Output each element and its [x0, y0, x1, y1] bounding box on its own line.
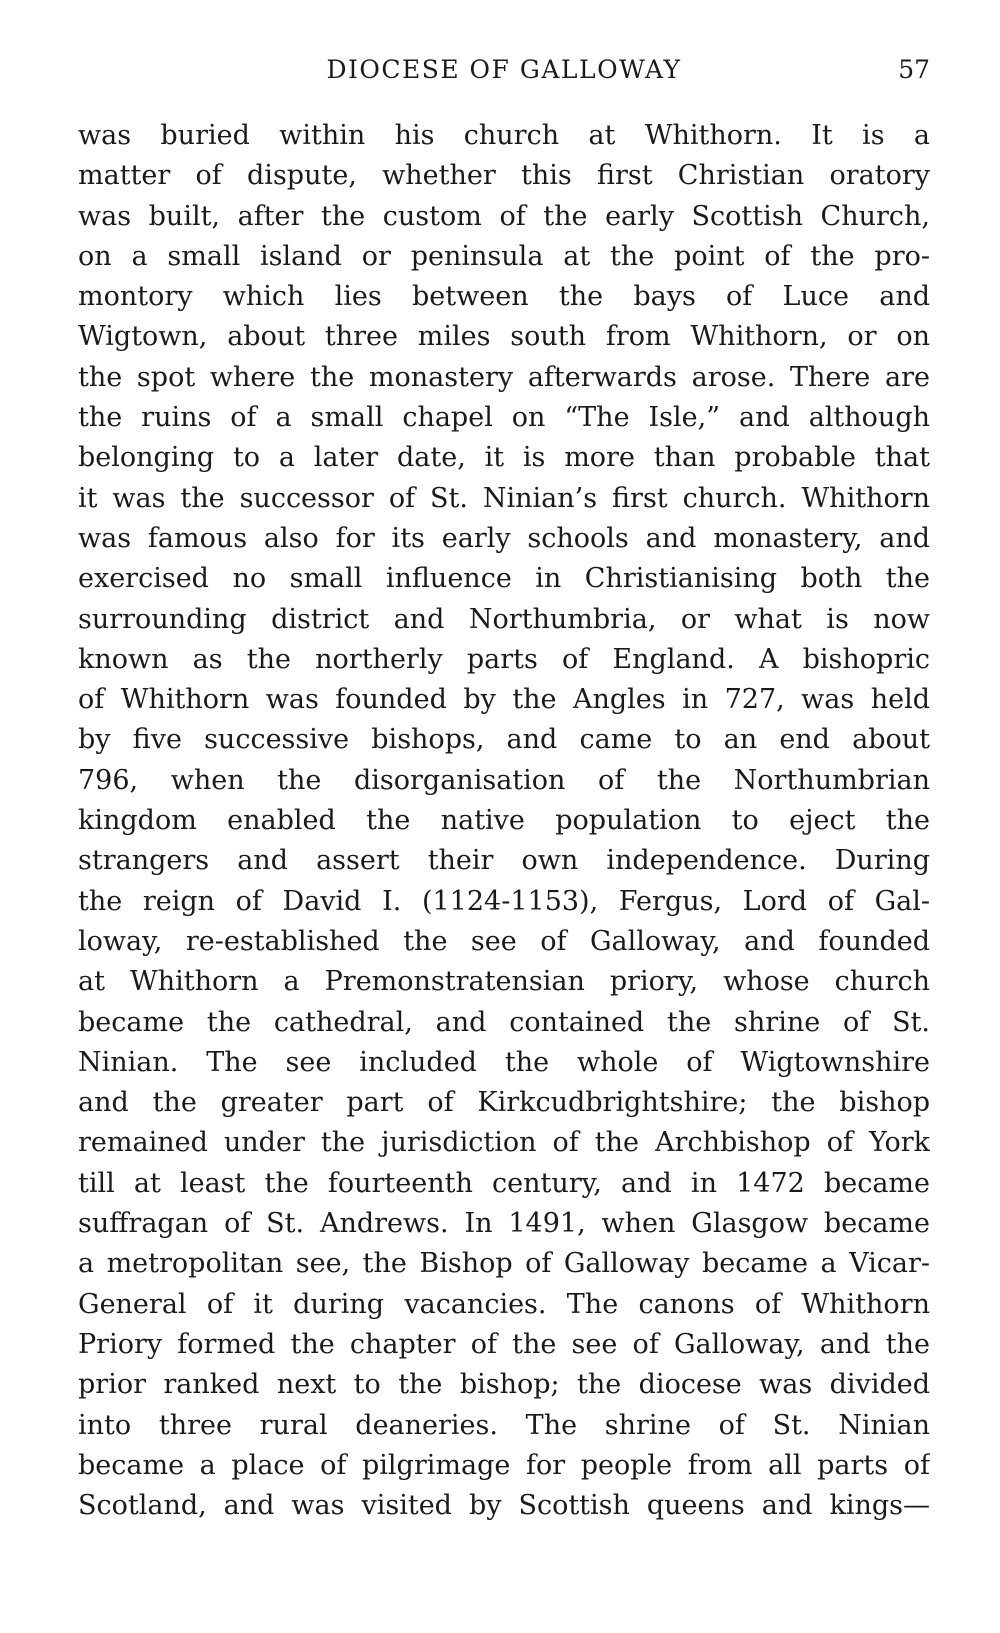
- text-line: prior ranked next to the bishop; the diocese was divided: [78, 1369, 930, 1401]
- text-line: was built, after the custom of the early Scottish Church,: [78, 200, 930, 232]
- text-line: exercised no small influence in Christianising both the: [78, 563, 930, 595]
- text-line: known as the northerly parts of England. A bishopric: [78, 643, 930, 675]
- text-line: the ruins of a small chapel on “The Isle,” and although: [78, 402, 930, 434]
- text-line: became a place of pilgrimage for people from all parts of: [78, 1449, 930, 1481]
- text-line: a metropolitan see, the Bishop of Galloway became a Vicar-: [78, 1248, 930, 1280]
- text-line: kingdom enabled the native population to eject the: [78, 805, 930, 837]
- text-line: on a small island or peninsula at the point of the pro-: [78, 240, 930, 272]
- text-line: montory which lies between the bays of Luce and: [78, 281, 930, 313]
- text-line: into three rural deaneries. The shrine of St. Ninian: [78, 1409, 930, 1441]
- text-line: matter of dispute, whether this first Christian oratory: [78, 160, 930, 192]
- text-line: Wigtown, about three miles south from Whithorn, or on: [78, 321, 930, 353]
- running-title: DIOCESE OF GALLOWAY: [326, 55, 682, 84]
- text-line: strangers and assert their own independence. During: [78, 845, 930, 877]
- text-line: General of it during vacancies. The canons of Whithorn: [78, 1288, 930, 1320]
- text-line: the reign of David I. (1124-1153), Fergus, Lord of Gal-: [78, 885, 930, 917]
- text-line: was buried within his church at Whithorn. It is a: [78, 120, 930, 151]
- text-line: Priory formed the chapter of the see of Galloway, and the: [78, 1328, 930, 1360]
- body-text: [78, 116, 930, 1526]
- text-line: Scotland, and was visited by Scottish queens and kings—: [78, 1490, 930, 1522]
- text-line: loway, re-established the see of Galloway, and founded: [78, 925, 930, 957]
- text-line: by five successive bishops, and came to an end about: [78, 724, 930, 756]
- text-line: and the greater part of Kirkcudbrightshire; the bishop: [78, 1087, 930, 1119]
- text-line: it was the successor of St. Ninian’s first church. Whithorn: [78, 482, 930, 514]
- running-head: [78, 50, 930, 90]
- text-line: surrounding district and Northumbria, or what is now: [78, 603, 930, 635]
- text-line: at Whithorn a Premonstratensian priory, whose church: [78, 966, 930, 998]
- text-line: was famous also for its early schools and monastery, and: [78, 522, 930, 554]
- text-line: remained under the jurisdiction of the Archbishop of York: [78, 1127, 930, 1159]
- text-line: of Whithorn was founded by the Angles in 727, was held: [78, 684, 930, 716]
- text-line: became the cathedral, and contained the shrine of St.: [78, 1006, 930, 1038]
- text-line: the spot where the monastery afterwards arose. There are: [78, 361, 930, 393]
- page-number: 57: [898, 55, 930, 84]
- text-line: till at least the fourteenth century, and in 1472 became: [78, 1167, 930, 1199]
- text-line: 796, when the disorganisation of the Northumbrian: [78, 764, 930, 796]
- text-line: Ninian. The see included the whole of Wigtownshire: [78, 1046, 930, 1078]
- text-line: suffragan of St. Andrews. In 1491, when Glasgow became: [78, 1208, 930, 1240]
- text-line: belonging to a later date, it is more than probable that: [78, 442, 930, 474]
